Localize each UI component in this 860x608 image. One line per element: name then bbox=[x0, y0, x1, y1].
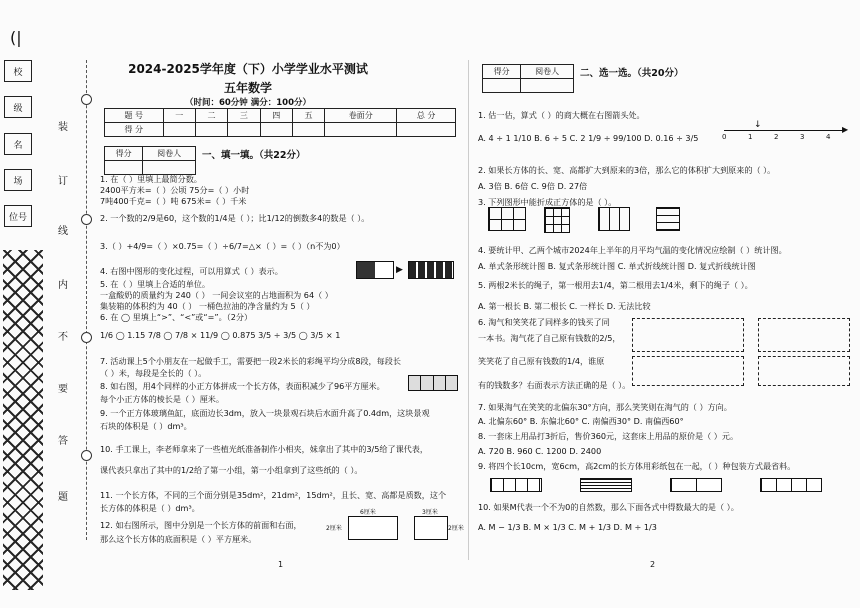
binding-hole bbox=[81, 450, 92, 461]
binding-word: 要 bbox=[58, 384, 68, 395]
question-line: A. M − 1/3 B. M × 1/3 C. M + 1/3 D. M ÷ 1/3 bbox=[478, 522, 657, 532]
binding-word: 答 bbox=[58, 436, 68, 447]
fig-label: 6厘米 bbox=[360, 509, 376, 516]
question-line: 一本书。淘气花了自己原有钱数的2/5， bbox=[478, 333, 621, 343]
tick-label: 4 bbox=[826, 133, 831, 141]
tick-label: 1 bbox=[748, 133, 753, 141]
question-line: 10. 如果M代表一个不为0的自然数，那么下面各式中得数最大的是（ ）。 bbox=[478, 502, 739, 512]
question-line: A. 北偏东60° B. 东偏北60° C. 南偏西30° D. 南偏西60° bbox=[478, 416, 684, 426]
question-line: A. 3倍 B. 6倍 C. 9倍 D. 27倍 bbox=[478, 181, 588, 191]
section2-heading: 二、选一选。（共20分） bbox=[580, 68, 684, 79]
binding-word: 内 bbox=[58, 280, 68, 291]
seat-box: 位号 bbox=[4, 205, 32, 227]
question-line: 1/6 ◯ 1.15 7/8 ◯ 7/8 × 11/9 ◯ 0.875 3/5 ÷ 3/5 ◯ 3/5 × 1 bbox=[100, 330, 341, 340]
question-line: 7吨400千克=（ ）吨 675米=（ ）千米 bbox=[100, 196, 247, 206]
fig-label: 2厘米 bbox=[326, 525, 342, 532]
tick-label: 2 bbox=[774, 133, 779, 141]
score-cell: 题 号 bbox=[105, 109, 164, 123]
binding-hole bbox=[81, 214, 92, 225]
question-line: 4. 右图中图形的变化过程，可以用算式（ ）表示。 bbox=[100, 266, 283, 276]
question-line: 2400平方米=（ ）公顷 75分=（ ）小时 bbox=[100, 185, 250, 195]
option-d-diagram bbox=[758, 356, 850, 386]
section1-heading: 一、填一填。（共22分） bbox=[202, 150, 306, 161]
binding-word: 题 bbox=[58, 492, 68, 503]
score-cell: 一 bbox=[163, 109, 195, 123]
question-line: 石块的体积是（ ）dm³。 bbox=[100, 421, 192, 431]
page-number: 1 bbox=[278, 560, 284, 569]
score-table bbox=[104, 108, 456, 137]
question-line: A. 4 ÷ 1 1/10 B. 6 ÷ 5 C. 2 1/9 ÷ 99/100 D. 0.16 ÷ 3/5 bbox=[478, 133, 699, 143]
score-cell: 四 bbox=[260, 109, 292, 123]
question-line: 12. 如右图所示，图中分别是一个长方体的前面和右面， bbox=[100, 520, 302, 530]
binding-word: 线 bbox=[58, 226, 68, 237]
binding-line bbox=[86, 60, 87, 540]
question-line: 9. 一个正方体玻璃鱼缸，底面边长3dm，放入一块景观石块后水面升高了0.4dm，这块景观 bbox=[100, 408, 430, 418]
question-line: 有的钱数多？右面表示方法正确的是（ ）。 bbox=[478, 380, 631, 390]
grader-score-label: 得分 bbox=[105, 147, 143, 161]
fraction-figure: ▶ bbox=[356, 259, 456, 281]
grader-box-1 bbox=[104, 146, 196, 175]
binding-word: 装 bbox=[58, 122, 68, 133]
front-face-rect bbox=[348, 516, 398, 540]
page-divider bbox=[468, 60, 469, 560]
fig-label: 3厘米 bbox=[422, 509, 438, 516]
question-line: 8. 一套床上用品打3折后，售价360元，这套床上用品的原价是（ ）元。 bbox=[478, 431, 739, 441]
binding-word: 订 bbox=[58, 176, 68, 187]
tick-label: 0 bbox=[722, 133, 727, 141]
number-line: ▶ ↓ 0 1 2 3 4 bbox=[722, 120, 849, 141]
question-line: 1. 估一估，算式（ ）的商大概在右图箭头处。 bbox=[478, 110, 645, 120]
question-line: 10. 手工课上，李老师拿来了一些植光纸准备制作小相夹，妹拿出了其中的3/5给了课代表， bbox=[100, 444, 428, 454]
question-line: 9. 将四个长10cm，宽6cm，高2cm的长方体用彩纸包在一起，（ ）种包装方式最省料。 bbox=[478, 461, 796, 471]
question-line: 每个小正方体的棱长是（ ）厘米。 bbox=[100, 394, 224, 404]
packing-options-figure bbox=[480, 476, 850, 494]
question-line: 4. 要统计甲、乙两个城市2024年上半年的月平均气温的变化情况应绘制（ ）统计图。 bbox=[478, 245, 787, 255]
score-cell: 二 bbox=[195, 109, 227, 123]
grader-score-label: 得分 bbox=[483, 65, 521, 79]
score-cell: 总 分 bbox=[397, 109, 456, 123]
exam-subject: 五年数学 bbox=[223, 81, 272, 95]
fig-label: 2厘米 bbox=[448, 525, 464, 532]
exam-room-box: 场 bbox=[4, 169, 32, 191]
question-line: 集装箱的体积约为 40（ ） 一桶色拉油的净含量约为 5（ ） bbox=[100, 301, 315, 311]
class-box: 级 bbox=[4, 96, 32, 118]
question-line: 2. 如果长方体的长、宽、高都扩大到原来的3倍，那么它的体积扩大到原来的（ ）。 bbox=[478, 165, 776, 175]
question-line: 11. 一个长方体，不同的三个面分别是35dm²，21dm²，15dm²，且长、宽、高都是质数，这个 bbox=[100, 490, 447, 500]
question-line: 笑笑花了自己原有钱数的1/4，谁原 bbox=[478, 356, 605, 366]
cube-nets-figure bbox=[480, 207, 720, 233]
score-cell: 三 bbox=[228, 109, 260, 123]
question-line: （ ）米，每段是全长的（ ）。 bbox=[100, 368, 207, 378]
exam-time-info: （时间：60分钟 满分：100分） bbox=[184, 98, 312, 108]
binding-hole bbox=[81, 332, 92, 343]
lattice-pattern bbox=[3, 250, 43, 590]
name-box: 名 bbox=[4, 133, 32, 155]
question-line: 8. 如右图，用4个同样的小正方体拼成一个长方体，表面积减少了96平方厘米。 bbox=[100, 381, 385, 391]
page-number: 2 bbox=[650, 560, 656, 569]
margin-mark: (| bbox=[10, 28, 22, 47]
grader-reviewer-label: 阅卷人 bbox=[521, 65, 574, 79]
grader-reviewer-label: 阅卷人 bbox=[143, 147, 196, 161]
question-line: 7. 如果淘气在笑笑的北偏东30°方向，那么笑笑则在淘气的（ ）方向。 bbox=[478, 402, 732, 412]
question-line: 一盒酸奶的质量约为 240（ ） 一间会议室的占地面积为 64（ ） bbox=[100, 290, 333, 300]
right-face-rect bbox=[414, 516, 448, 540]
question-line: 1. 在（ ）里填上最简分数。 bbox=[100, 174, 202, 184]
question-line: 6. 在 ◯ 里填上“>”、“<”或“=”。（2分） bbox=[100, 312, 253, 322]
score-cell: 卷面分 bbox=[325, 109, 397, 123]
option-b-diagram bbox=[758, 318, 850, 352]
question-line: 3. 下列图形中能折成正方体的是（ ）。 bbox=[478, 197, 617, 207]
question-line: 课代表只拿出了其中的1/2给了第一小组，第一小组拿到了这些纸的（ ）。 bbox=[100, 465, 363, 475]
binding-column bbox=[0, 0, 92, 608]
score-cell: 得 分 bbox=[105, 123, 164, 137]
binding-word: 不 bbox=[58, 332, 68, 343]
question-line: A. 720 B. 960 C. 1200 D. 2400 bbox=[478, 446, 602, 456]
tick-label: 3 bbox=[800, 133, 805, 141]
question-line: 7. 活动课上5个小朋友在一起做手工，需要把一段2米长的彩绳平均分成8段，每段长 bbox=[100, 356, 401, 366]
question-line: A. 第一根长 B. 第二根长 C. 一样长 D. 无法比较 bbox=[478, 301, 651, 311]
question-line: 5. 两根2米长的绳子，第一根用去1/4，第二根用去1/4米，剩下的绳子（ ）。 bbox=[478, 280, 753, 290]
option-a-diagram bbox=[632, 318, 744, 352]
question-line: 长方体的体积是（ ）dm³。 bbox=[100, 503, 200, 513]
grader-box-2 bbox=[482, 64, 574, 93]
option-c-diagram bbox=[632, 356, 744, 386]
binding-hole bbox=[81, 94, 92, 105]
question-line: 3.（ ）+4/9=（ ）×0.75=（ ）÷6/7=△×（ ）=（ ）（n不为0） bbox=[100, 241, 345, 251]
exam-title: 2024-2025学年度（下）小学学业水平测试 bbox=[128, 62, 368, 76]
school-box: 校 bbox=[4, 60, 32, 82]
question-line: 那么这个长方体的底面积是（ ）平方厘米。 bbox=[100, 534, 257, 544]
arrow-icon: ↓ bbox=[754, 120, 762, 130]
question-line: A. 单式条形统计图 B. 复式条形统计图 C. 单式折线统计图 D. 复式折线统计图 bbox=[478, 261, 756, 271]
cubes-figure bbox=[408, 375, 458, 391]
question-line: 2. 一个数的2/9是60，这个数的1/4是（ ）；比1/12的倒数多4的数是（ ）。 bbox=[100, 213, 370, 223]
score-cell: 五 bbox=[292, 109, 324, 123]
question-line: 5. 在（ ）里填上合适的单位。 bbox=[100, 279, 210, 289]
question-line: 6. 淘气和笑笑花了同样多的钱买了同 bbox=[478, 317, 610, 327]
